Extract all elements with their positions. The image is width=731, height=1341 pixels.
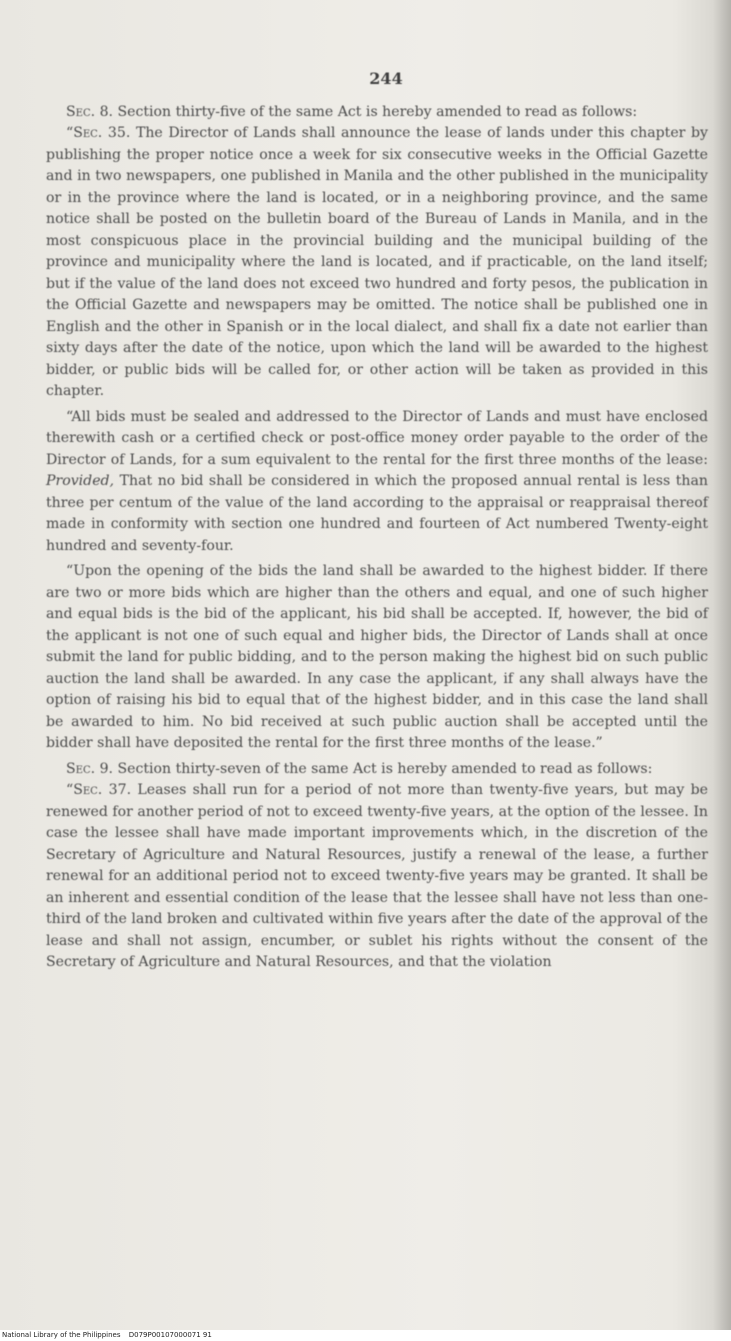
section-35-label: “Sec. 35.	[66, 125, 131, 141]
page-edge-shadow	[713, 0, 731, 1330]
footer-code: D079P00107000071 91	[128, 1331, 212, 1339]
section-8-paragraph	[46, 102, 708, 124]
footer-library: National Library of the Philippines	[2, 1331, 121, 1339]
section-37-paragraph	[46, 780, 708, 974]
section-8-label: Sec. 8.	[66, 103, 114, 120]
bids-paragraph	[46, 407, 708, 558]
bids-text-before: “All bids must be sealed and addressed to the Director of Lands and must have enclosed therewith cash or a certified check or post-office money order payable to the order of the Director of Lands, for a sum equivalent to the rental for the first three months of the lease:	[46, 408, 708, 468]
section-35-paragraph	[46, 123, 708, 403]
section-37-text: Leases shall run for a period of not more than twenty-five years, but may be renewed for another period of not to exceed twenty-five years, at the option of the lessee. In case the lessee shall have made important improvements which, in the discretion of the Secretary of Agriculture and Natural Resources, justify a renewal of the lease, a further renewal for an additional period not to exceed twenty-five years may be granted. It shall be an inherent and essential condition of the lease that the lessee shall have not less than one-third of the land broken and cultivated within five years after the date of the approval of the lease and shall not assign, encumber, or sublet his rights without the consent of the Secretary of Agriculture and Natural Resources, and that the violation	[46, 782, 708, 970]
bids-text-after: That no bid shall be considered in which the proposed annual rental is less than three per centum of the value of the land according to the appraisal or reappraisal thereof made in conformity with section one hundred and fourteen of Act numbered Twenty-eight hundred and seventy-four.	[46, 473, 708, 554]
section-9-text: Section thirty-seven of the same Act is hereby amended to read as follows:	[113, 760, 653, 777]
section-9-label: Sec. 9.	[66, 760, 114, 777]
scan-footer	[2, 1331, 218, 1340]
opening-bids-paragraph: “Upon the opening of the bids the land shall be awarded to the highest bidder. If there are two or more bids which are higher than the others and equal, and one of such higher and equal bids is the bid of the applicant, his bid shall be accepted. If, however, the bid of the applicant is not one of such equal and higher bids, the Director of Lands shall at once submit the land for public bidding, and to the person making the highest bid on such public auction the land shall be awarded. In any case the applicant, if any shall always have the option of raising his bid to equal that of the highest bidder, and in this case the land shall be awarded to him. No bid received at such public auction shall be accepted until the bidder shall have deposited the rental for the first three months of the lease.”	[46, 563, 708, 751]
section-37-label: “Sec. 37.	[66, 782, 132, 798]
page-number: 244	[369, 69, 403, 88]
section-8-text: Section thirty-five of the same Act is hereby amended to read as follows:	[113, 103, 638, 120]
section-9-paragraph	[46, 759, 708, 781]
bids-provided: Provided,	[46, 473, 115, 489]
page-text-block	[46, 68, 708, 974]
section-35-text: The Director of Lands shall announce the lease of lands under this chapter by publishing the proper notice once a week for six consecutive weeks in the Official Gazette and in two newspapers, one published in Manila and the other published in the municipality or in the province where the land is located, or in a neighboring province, and the same notice shall be posted on the bulletin board of the Bureau of Lands in Manila, and in the most conspicuous place in the provincial building and the municipal building of the province and municipality where the land is located, and if practicable, on the land itself; but if the value of the land does not exceed two hundred and forty pesos, the publication in the Official Gazette and newspapers may be omitted. The notice shall be published one in English and the other in Spanish or in the local dialect, and shall fix a date not earlier than sixty days after the date of the notice, upon which the land will be awarded to the highest bidder, or public bids will be called for, or other action will be taken as provided in this chapter.	[46, 125, 709, 399]
